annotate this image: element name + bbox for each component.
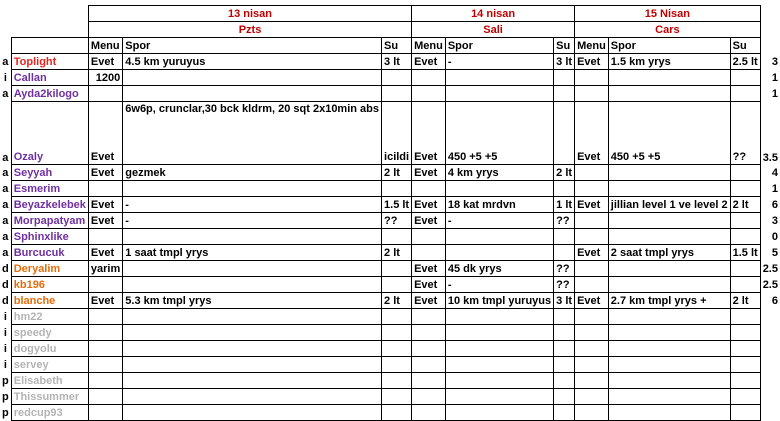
table-row: [0, 54, 780, 70]
col-header-spor[interactable]: Spor: [123, 38, 382, 54]
data-cell[interactable]: [608, 341, 730, 357]
data-cell[interactable]: [445, 229, 553, 245]
data-cell[interactable]: -: [445, 277, 553, 293]
data-cell[interactable]: [554, 325, 575, 341]
member-name-cell[interactable]: Toplight: [11, 54, 88, 70]
data-cell[interactable]: [730, 389, 760, 405]
member-name-cell[interactable]: speedy: [11, 325, 88, 341]
data-cell[interactable]: [730, 341, 760, 357]
data-cell[interactable]: [575, 357, 609, 373]
data-cell[interactable]: [554, 181, 575, 197]
data-cell[interactable]: Evet: [412, 277, 446, 293]
data-cell[interactable]: -: [445, 213, 553, 229]
col-header-menu[interactable]: Menu: [412, 38, 446, 54]
data-cell[interactable]: 2 lt: [554, 165, 575, 181]
member-name-cell[interactable]: Sphinxlike: [11, 229, 88, 245]
data-cell[interactable]: [575, 229, 609, 245]
data-cell[interactable]: ??: [554, 277, 575, 293]
table-row: [0, 357, 780, 373]
data-cell[interactable]: [575, 165, 609, 181]
data-cell[interactable]: Evet: [412, 54, 446, 70]
data-cell[interactable]: Evet: [88, 102, 122, 165]
data-cell[interactable]: [445, 181, 553, 197]
data-cell[interactable]: [445, 389, 553, 405]
data-cell[interactable]: [445, 245, 553, 261]
data-cell[interactable]: 2 saat tmpl yrys: [608, 245, 730, 261]
data-cell[interactable]: [88, 341, 122, 357]
data-cell[interactable]: [445, 373, 553, 389]
row-score: 2.5: [762, 278, 778, 291]
data-cell[interactable]: [730, 70, 760, 86]
data-cell[interactable]: 1 lt: [554, 197, 575, 213]
data-cell[interactable]: [608, 181, 730, 197]
data-cell[interactable]: [123, 70, 382, 86]
row-status-tag: p: [2, 374, 9, 387]
data-cell[interactable]: 450 +5 +5: [608, 102, 730, 165]
row-score: 1: [771, 87, 778, 100]
data-cell[interactable]: 1.5 lt: [382, 197, 412, 213]
row-status-tag: i: [3, 326, 7, 339]
data-cell[interactable]: [730, 213, 760, 229]
data-cell[interactable]: [382, 277, 412, 293]
col-header-spor[interactable]: Spor: [445, 38, 553, 54]
data-cell[interactable]: [412, 405, 446, 421]
table-row: [0, 341, 780, 357]
row-status-tag: a: [2, 166, 9, 179]
row-status-tag: i: [3, 310, 7, 323]
data-cell[interactable]: [575, 373, 609, 389]
data-cell[interactable]: [554, 70, 575, 86]
data-cell[interactable]: [554, 405, 575, 421]
data-cell[interactable]: [575, 261, 609, 277]
table-row: [0, 325, 780, 341]
data-cell[interactable]: [123, 389, 382, 405]
data-cell[interactable]: [730, 261, 760, 277]
data-cell[interactable]: [88, 309, 122, 325]
data-cell[interactable]: -: [445, 54, 553, 70]
row-status-tag: a: [2, 87, 9, 100]
row-score: [760, 405, 780, 421]
data-cell[interactable]: 1.5 lt: [730, 245, 760, 261]
row-score: 5: [771, 246, 778, 259]
data-cell[interactable]: [730, 229, 760, 245]
row-score: 1: [771, 71, 778, 84]
data-cell[interactable]: [575, 341, 609, 357]
table-row: [0, 373, 780, 389]
data-cell[interactable]: [88, 357, 122, 373]
data-cell[interactable]: 2 lt: [730, 293, 760, 309]
data-cell[interactable]: [575, 181, 609, 197]
data-cell[interactable]: [445, 325, 553, 341]
row-score: 2.5: [762, 262, 778, 275]
data-cell[interactable]: [412, 341, 446, 357]
data-cell[interactable]: [575, 325, 609, 341]
col-header-menu[interactable]: Menu: [575, 38, 609, 54]
data-cell[interactable]: [575, 213, 609, 229]
table-row: [0, 181, 780, 197]
data-cell[interactable]: [608, 229, 730, 245]
row-score: 6: [771, 294, 778, 307]
data-cell[interactable]: 2 lt: [382, 165, 412, 181]
data-cell[interactable]: Evet: [412, 102, 446, 165]
row-status-tag: a: [2, 55, 9, 68]
data-cell[interactable]: [554, 229, 575, 245]
data-cell[interactable]: [382, 341, 412, 357]
data-cell[interactable]: [88, 389, 122, 405]
data-cell[interactable]: ??: [554, 213, 575, 229]
table-row: [0, 389, 780, 405]
data-cell[interactable]: [575, 389, 609, 405]
row-score: 0: [771, 230, 778, 243]
data-cell[interactable]: gezmek: [123, 165, 382, 181]
table-row: [0, 165, 780, 181]
data-cell[interactable]: [608, 405, 730, 421]
data-cell[interactable]: [382, 373, 412, 389]
day-theme-row: [0, 22, 780, 38]
data-cell[interactable]: 45 dk yrys: [445, 261, 553, 277]
day-theme[interactable]: Pzts: [88, 22, 411, 38]
data-cell[interactable]: 18 kat mrdvn: [445, 197, 553, 213]
col-header-spor[interactable]: Spor: [608, 38, 730, 54]
member-name-cell[interactable]: kb196: [11, 277, 88, 293]
row-status-tag: i: [3, 342, 7, 355]
data-cell[interactable]: [412, 309, 446, 325]
table-row: [0, 293, 780, 309]
data-cell[interactable]: [608, 165, 730, 181]
data-cell[interactable]: Evet: [575, 54, 609, 70]
row-status-tag: a: [2, 214, 9, 227]
data-cell[interactable]: 5.3 km tmpl yrys: [123, 293, 382, 309]
data-cell[interactable]: [608, 389, 730, 405]
data-cell[interactable]: -: [123, 197, 382, 213]
row-score: [760, 325, 780, 341]
data-cell[interactable]: [608, 373, 730, 389]
data-cell[interactable]: [554, 245, 575, 261]
data-cell[interactable]: Evet: [88, 213, 122, 229]
data-cell[interactable]: [608, 309, 730, 325]
row-score: 3.5: [762, 151, 778, 164]
row-status-tag: d: [2, 294, 9, 307]
table-row: [0, 309, 780, 325]
row-score: 1: [771, 182, 778, 195]
data-cell[interactable]: [730, 165, 760, 181]
data-cell[interactable]: [554, 341, 575, 357]
data-cell[interactable]: [575, 70, 609, 86]
data-cell[interactable]: [382, 357, 412, 373]
data-cell[interactable]: [554, 86, 575, 102]
data-cell[interactable]: [382, 405, 412, 421]
row-status-tag: p: [2, 406, 9, 419]
data-cell[interactable]: [88, 405, 122, 421]
data-cell[interactable]: [445, 86, 553, 102]
data-cell[interactable]: [412, 245, 446, 261]
data-cell[interactable]: [445, 405, 553, 421]
table-row: [0, 277, 780, 293]
day-theme[interactable]: Cars: [575, 22, 761, 38]
data-cell[interactable]: [730, 405, 760, 421]
data-cell[interactable]: Evet: [575, 293, 609, 309]
data-cell[interactable]: [412, 229, 446, 245]
table-row: [0, 86, 780, 102]
data-cell[interactable]: 2 lt: [382, 245, 412, 261]
member-name-cell[interactable]: Ayda2kilogo: [11, 86, 88, 102]
data-cell[interactable]: [88, 325, 122, 341]
member-name-cell[interactable]: hm22: [11, 309, 88, 325]
row-score: [760, 357, 780, 373]
data-cell[interactable]: [608, 213, 730, 229]
data-cell[interactable]: yarim: [88, 261, 122, 277]
col-header-su[interactable]: Su: [382, 38, 412, 54]
member-name-cell[interactable]: blanche: [11, 293, 88, 309]
table-row: [0, 229, 780, 245]
data-cell[interactable]: icildi: [382, 102, 412, 165]
data-cell[interactable]: [382, 309, 412, 325]
data-cell[interactable]: 1 saat tmpl yrys: [123, 245, 382, 261]
data-cell[interactable]: -: [123, 213, 382, 229]
data-cell[interactable]: [123, 357, 382, 373]
data-cell[interactable]: ??: [382, 213, 412, 229]
data-cell[interactable]: 3 lt: [382, 54, 412, 70]
data-cell[interactable]: Evet: [412, 197, 446, 213]
data-cell[interactable]: ??: [730, 102, 760, 165]
row-status-tag: a: [2, 246, 9, 259]
data-cell[interactable]: [575, 86, 609, 102]
data-cell[interactable]: Evet: [412, 165, 446, 181]
member-name-cell[interactable]: Deryalim: [11, 261, 88, 277]
data-cell[interactable]: [123, 261, 382, 277]
data-cell[interactable]: [554, 102, 575, 165]
table-row: [0, 102, 780, 165]
member-name-cell[interactable]: Seyyah: [11, 165, 88, 181]
data-cell[interactable]: [382, 70, 412, 86]
data-cell[interactable]: 2.5 lt: [730, 54, 760, 70]
data-cell[interactable]: [730, 86, 760, 102]
data-cell[interactable]: [382, 261, 412, 277]
data-cell[interactable]: [554, 373, 575, 389]
data-cell[interactable]: [412, 86, 446, 102]
day-date[interactable]: 15 Nisan: [575, 6, 761, 22]
data-cell[interactable]: [730, 181, 760, 197]
data-cell[interactable]: 4.5 km yuruyus: [123, 54, 382, 70]
row-score: [760, 373, 780, 389]
data-cell[interactable]: [382, 229, 412, 245]
member-name-cell[interactable]: Morpapatyam: [11, 213, 88, 229]
data-cell[interactable]: [554, 357, 575, 373]
data-cell[interactable]: [554, 309, 575, 325]
data-cell[interactable]: [608, 261, 730, 277]
table-row: [0, 245, 780, 261]
member-name-cell[interactable]: Esmerim: [11, 181, 88, 197]
data-cell[interactable]: 450 +5 +5: [445, 102, 553, 165]
date-header-row: [0, 6, 780, 22]
row-score: 6: [771, 198, 778, 211]
data-cell[interactable]: [412, 389, 446, 405]
day-date[interactable]: 14 nisan: [412, 6, 575, 22]
data-cell[interactable]: [608, 70, 730, 86]
data-cell[interactable]: [575, 277, 609, 293]
data-cell[interactable]: [608, 325, 730, 341]
data-cell[interactable]: Evet: [575, 197, 609, 213]
data-cell[interactable]: [88, 373, 122, 389]
data-cell[interactable]: 4 km yrys: [445, 165, 553, 181]
row-status-tag: d: [2, 262, 9, 275]
data-cell[interactable]: [123, 86, 382, 102]
data-cell[interactable]: [382, 181, 412, 197]
table-row: [0, 70, 780, 86]
member-name-cell[interactable]: Callan: [11, 70, 88, 86]
row-score: 4: [771, 166, 778, 179]
member-name-cell[interactable]: Ozaly: [11, 102, 88, 165]
data-cell[interactable]: [730, 373, 760, 389]
data-cell[interactable]: [412, 181, 446, 197]
row-status-tag: a: [2, 198, 9, 211]
data-cell[interactable]: Evet: [88, 245, 122, 261]
data-cell[interactable]: [88, 181, 122, 197]
data-cell[interactable]: 2 lt: [382, 293, 412, 309]
member-name-cell[interactable]: dogyolu: [11, 341, 88, 357]
row-status-tag: a: [2, 151, 9, 164]
data-cell[interactable]: [445, 341, 553, 357]
data-cell[interactable]: [575, 405, 609, 421]
row-status-tag: d: [2, 278, 9, 291]
member-name-cell[interactable]: Burcucuk: [11, 245, 88, 261]
member-name-cell[interactable]: Thissummer: [11, 389, 88, 405]
row-status-tag: a: [2, 182, 9, 195]
data-cell[interactable]: [382, 325, 412, 341]
row-score: 3: [771, 214, 778, 227]
data-cell[interactable]: Evet: [88, 197, 122, 213]
data-cell[interactable]: Evet: [88, 54, 122, 70]
data-cell[interactable]: [123, 309, 382, 325]
data-cell[interactable]: [730, 309, 760, 325]
data-cell[interactable]: Evet: [412, 213, 446, 229]
data-cell[interactable]: jillian level 1 ve level 2: [608, 197, 730, 213]
data-cell[interactable]: [382, 86, 412, 102]
data-cell[interactable]: Evet: [88, 293, 122, 309]
data-cell[interactable]: 10 km tmpl yuruyus: [445, 293, 553, 309]
data-cell[interactable]: Evet: [412, 261, 446, 277]
data-cell[interactable]: [730, 357, 760, 373]
row-score: [760, 389, 780, 405]
data-cell[interactable]: [412, 70, 446, 86]
data-cell[interactable]: [123, 229, 382, 245]
data-cell[interactable]: [412, 325, 446, 341]
table-row: [0, 261, 780, 277]
row-status-tag: i: [3, 358, 7, 371]
day-date[interactable]: 13 nisan: [88, 6, 411, 22]
row-status-tag: a: [2, 230, 9, 243]
data-cell[interactable]: 3 lt: [554, 293, 575, 309]
data-cell[interactable]: [445, 357, 553, 373]
data-cell[interactable]: [575, 309, 609, 325]
row-score: 3: [771, 55, 778, 68]
data-cell[interactable]: [123, 277, 382, 293]
member-name-cell[interactable]: Beyazkelebek: [11, 197, 88, 213]
data-cell[interactable]: [412, 357, 446, 373]
data-cell[interactable]: [123, 325, 382, 341]
data-cell[interactable]: [608, 277, 730, 293]
row-status-tag: p: [2, 390, 9, 403]
row-score: [760, 341, 780, 357]
table-row: [0, 405, 780, 421]
data-cell[interactable]: [445, 309, 553, 325]
table-row: [0, 197, 780, 213]
row-status-tag: i: [3, 71, 7, 84]
data-cell[interactable]: 6w6p, crunclar,30 bck kldrm, 20 sqt 2x10min abs: [123, 102, 382, 165]
data-cell[interactable]: [445, 70, 553, 86]
data-cell[interactable]: [88, 277, 122, 293]
col-header-su[interactable]: Su: [554, 38, 575, 54]
col-header-su[interactable]: Su: [730, 38, 760, 54]
data-cell[interactable]: [123, 181, 382, 197]
data-cell[interactable]: 1.5 km yrys: [608, 54, 730, 70]
data-cell[interactable]: [412, 373, 446, 389]
member-name-cell[interactable]: servey: [11, 357, 88, 373]
member-name-cell[interactable]: redcup93: [11, 405, 88, 421]
data-cell[interactable]: [382, 389, 412, 405]
data-cell[interactable]: 1200: [88, 70, 122, 86]
row-score: [760, 309, 780, 325]
data-cell[interactable]: Evet: [575, 245, 609, 261]
data-cell[interactable]: [608, 357, 730, 373]
data-cell[interactable]: 2.7 km tmpl yrys +: [608, 293, 730, 309]
data-cell[interactable]: [123, 405, 382, 421]
data-cell[interactable]: [608, 86, 730, 102]
data-cell[interactable]: Evet: [88, 165, 122, 181]
tracker-spreadsheet: [0, 5, 780, 421]
data-cell[interactable]: 3 lt: [554, 54, 575, 70]
data-cell[interactable]: [123, 341, 382, 357]
data-cell[interactable]: [554, 389, 575, 405]
column-header-row: [0, 38, 780, 54]
data-cell[interactable]: [88, 229, 122, 245]
table-row: [0, 213, 780, 229]
data-cell[interactable]: ??: [554, 261, 575, 277]
data-cell[interactable]: [88, 86, 122, 102]
day-theme[interactable]: Sali: [412, 22, 575, 38]
data-cell[interactable]: [730, 277, 760, 293]
data-cell[interactable]: [730, 325, 760, 341]
data-cell[interactable]: Evet: [575, 102, 609, 165]
data-cell[interactable]: [123, 373, 382, 389]
data-cell[interactable]: 2 lt: [730, 197, 760, 213]
member-name-cell[interactable]: Elisabeth: [11, 373, 88, 389]
data-cell[interactable]: Evet: [412, 293, 446, 309]
col-header-menu[interactable]: Menu: [88, 38, 122, 54]
